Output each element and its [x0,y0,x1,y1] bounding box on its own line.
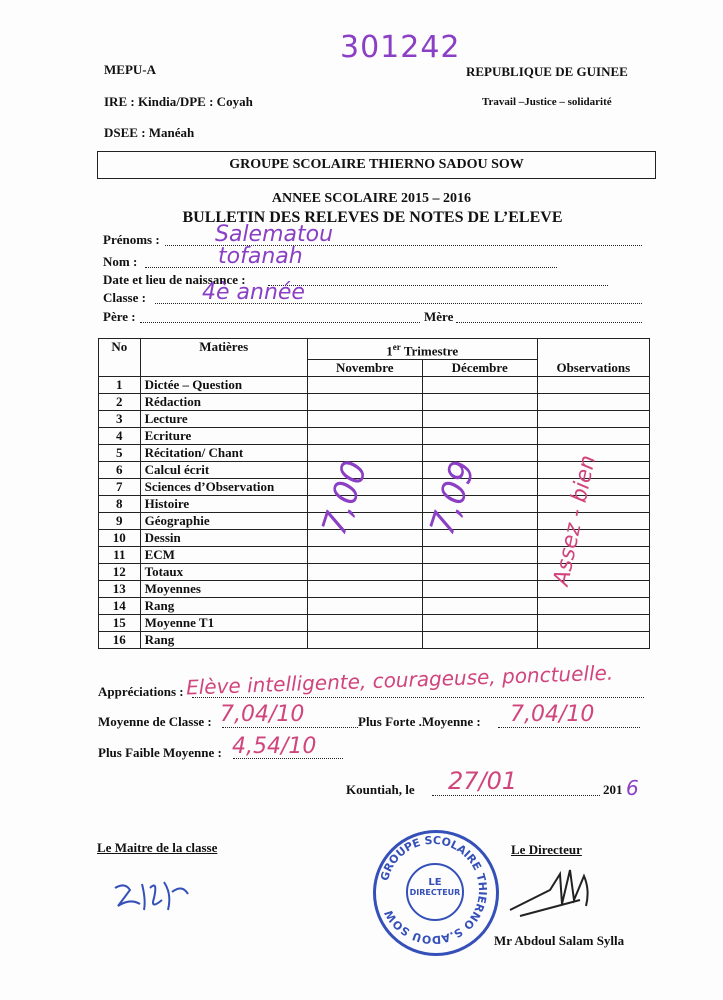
naissance-label: Date et lieu de naissance : [103,272,246,287]
table-row [99,377,650,394]
col-matieres-header: Matières [140,339,307,377]
header-ire: IRE : Kindia/DPE : Coyah [104,94,253,109]
row-novembre-cell [307,411,422,428]
mere-label: Mère [424,309,454,324]
row-subject: Récitation/ Chant [140,445,307,462]
bulletin-title: BULLETIN DES RELEVES DE NOTES DE L’ELEVE [182,209,563,226]
row-novembre-cell [307,547,422,564]
prenoms-value: Salematou [215,222,334,247]
row-novembre-cell [307,564,422,581]
row-novembre-cell [307,394,422,411]
nom-dots [145,267,557,268]
row-subject: Sciences d’Observation [140,479,307,496]
row-decembre-cell [422,394,537,411]
place-label: Kountiah, le [346,782,415,797]
school-stamp [373,830,499,956]
row-decembre-cell [422,598,537,615]
row-subject: Dictée – Question [140,377,307,394]
moyenne-classe-dots [222,727,358,728]
row-subject: Ecriture [140,428,307,445]
table-row [99,615,650,632]
document-number: 301242 [340,30,461,65]
year-printed: 201 [603,782,623,797]
moyenne-classe-value: 7,04/10 [220,702,305,727]
plus-forte-dots [498,727,640,728]
row-number: 4 [99,428,141,445]
row-novembre-cell [307,377,422,394]
nom-value: tofanah [218,244,303,269]
prenoms-label: Prénoms : [103,232,160,247]
plus-forte-value: 7,04/10 [510,702,595,727]
row-observation-cell [537,530,649,547]
row-subject: Lecture [140,411,307,428]
directeur-signature [500,860,610,930]
row-subject: Histoire [140,496,307,513]
stamp-inner-top: LE [428,877,442,888]
row-number: 13 [99,581,141,598]
row-observation-cell [537,394,649,411]
row-novembre-cell [307,615,422,632]
row-number: 7 [99,479,141,496]
header-motto: Travail –Justice – solidarité [482,96,612,108]
stamp-inner-circle [406,863,464,921]
row-number: 14 [99,598,141,615]
row-number: 10 [99,530,141,547]
school-name: GROUPE SCOLAIRE THIERNO SADOU SOW [229,157,524,172]
classe-value: 4è année [202,280,305,305]
table-row [99,394,650,411]
table-row [99,428,650,445]
row-subject: Rang [140,632,307,649]
row-number: 8 [99,496,141,513]
row-decembre-cell [422,564,537,581]
row-decembre-cell [422,428,537,445]
plus-forte-label: Plus Forte .Moyenne : [358,714,481,729]
row-decembre-cell [422,581,537,598]
row-observation-cell [537,496,649,513]
date-value: 27/01 [448,767,518,795]
row-number: 5 [99,445,141,462]
row-observation-cell [537,377,649,394]
pere-label: Père : [103,309,136,324]
nom-label: Nom : [103,254,138,269]
row-decembre-cell [422,411,537,428]
appreciations-label: Appréciations : [98,684,184,699]
header-mepu: MEPU-A [104,62,156,77]
maitre-signature [110,870,200,920]
classe-label: Classe : [103,290,146,305]
table-row [99,411,650,428]
row-observation-cell [537,615,649,632]
stamp-inner-bottom: DIRECTEUR [409,888,461,897]
col-observations-header: Observations [537,339,649,377]
row-observation-cell [537,513,649,530]
col-decembre-header: Décembre [422,360,537,377]
row-number: 11 [99,547,141,564]
row-observation-cell [537,632,649,649]
row-subject: Moyennes [140,581,307,598]
mere-dots [456,322,642,323]
row-number: 16 [99,632,141,649]
row-subject: Dessin [140,530,307,547]
plus-faible-value: 4,54/10 [232,734,317,759]
trimestre-header [307,339,537,360]
year-handwritten: 6 [626,776,639,800]
stamp-outer-text: GROUPE SCOLAIRE THIERNO S.ADOU SOW [377,833,490,947]
row-observation-cell [537,411,649,428]
school-year: ANNEE SCOLAIRE 2015 – 2016 [271,191,472,206]
row-decembre-cell [422,547,537,564]
row-subject: ECM [140,547,307,564]
row-subject: Calcul écrit [140,462,307,479]
school-name-box [97,151,656,179]
directeur-label: Le Directeur [511,842,582,857]
row-decembre-cell [422,377,537,394]
row-number: 12 [99,564,141,581]
pere-dots [140,322,420,323]
trimestre-label: Trimestre [403,343,459,359]
header-country: REPUBLIQUE DE GUINEE [466,64,628,79]
row-novembre-cell [307,632,422,649]
trimestre-number: 1 [386,343,393,359]
row-novembre-cell [307,428,422,445]
row-number: 2 [99,394,141,411]
directeur-name: Mr Abdoul Salam Sylla [494,933,625,948]
row-number: 9 [99,513,141,530]
col-no-header: No [99,339,141,377]
row-decembre-cell [422,632,537,649]
table-row [99,632,650,649]
moyenne-classe-label: Moyenne de Classe : [98,714,212,729]
row-novembre-cell [307,581,422,598]
novembre-grade: 7,00 [314,455,376,541]
row-number: 6 [99,462,141,479]
row-subject: Totaux [140,564,307,581]
row-decembre-cell [422,615,537,632]
decembre-grade: 7,09 [422,455,484,541]
appreciations-dots [192,697,644,698]
maitre-label: Le Maitre de la classe [97,840,218,855]
naissance-dots [268,285,608,286]
row-number: 1 [99,377,141,394]
col-novembre-header: Novembre [307,360,422,377]
observation-value: Assez - bien [548,453,602,588]
row-novembre-cell [307,598,422,615]
row-subject: Rang [140,598,307,615]
trimestre-suffix: er [392,342,401,352]
appreciations-value: Elève intelligente, courageuse, ponctuelle. [185,660,614,700]
date-dots [432,795,600,796]
row-subject: Rédaction [140,394,307,411]
row-subject: Géographie [140,513,307,530]
row-subject: Moyenne T1 [140,615,307,632]
row-number: 3 [99,411,141,428]
header-dsee: DSEE : Manéah [104,125,195,140]
row-number: 15 [99,615,141,632]
plus-faible-label: Plus Faible Moyenne : [98,745,222,760]
